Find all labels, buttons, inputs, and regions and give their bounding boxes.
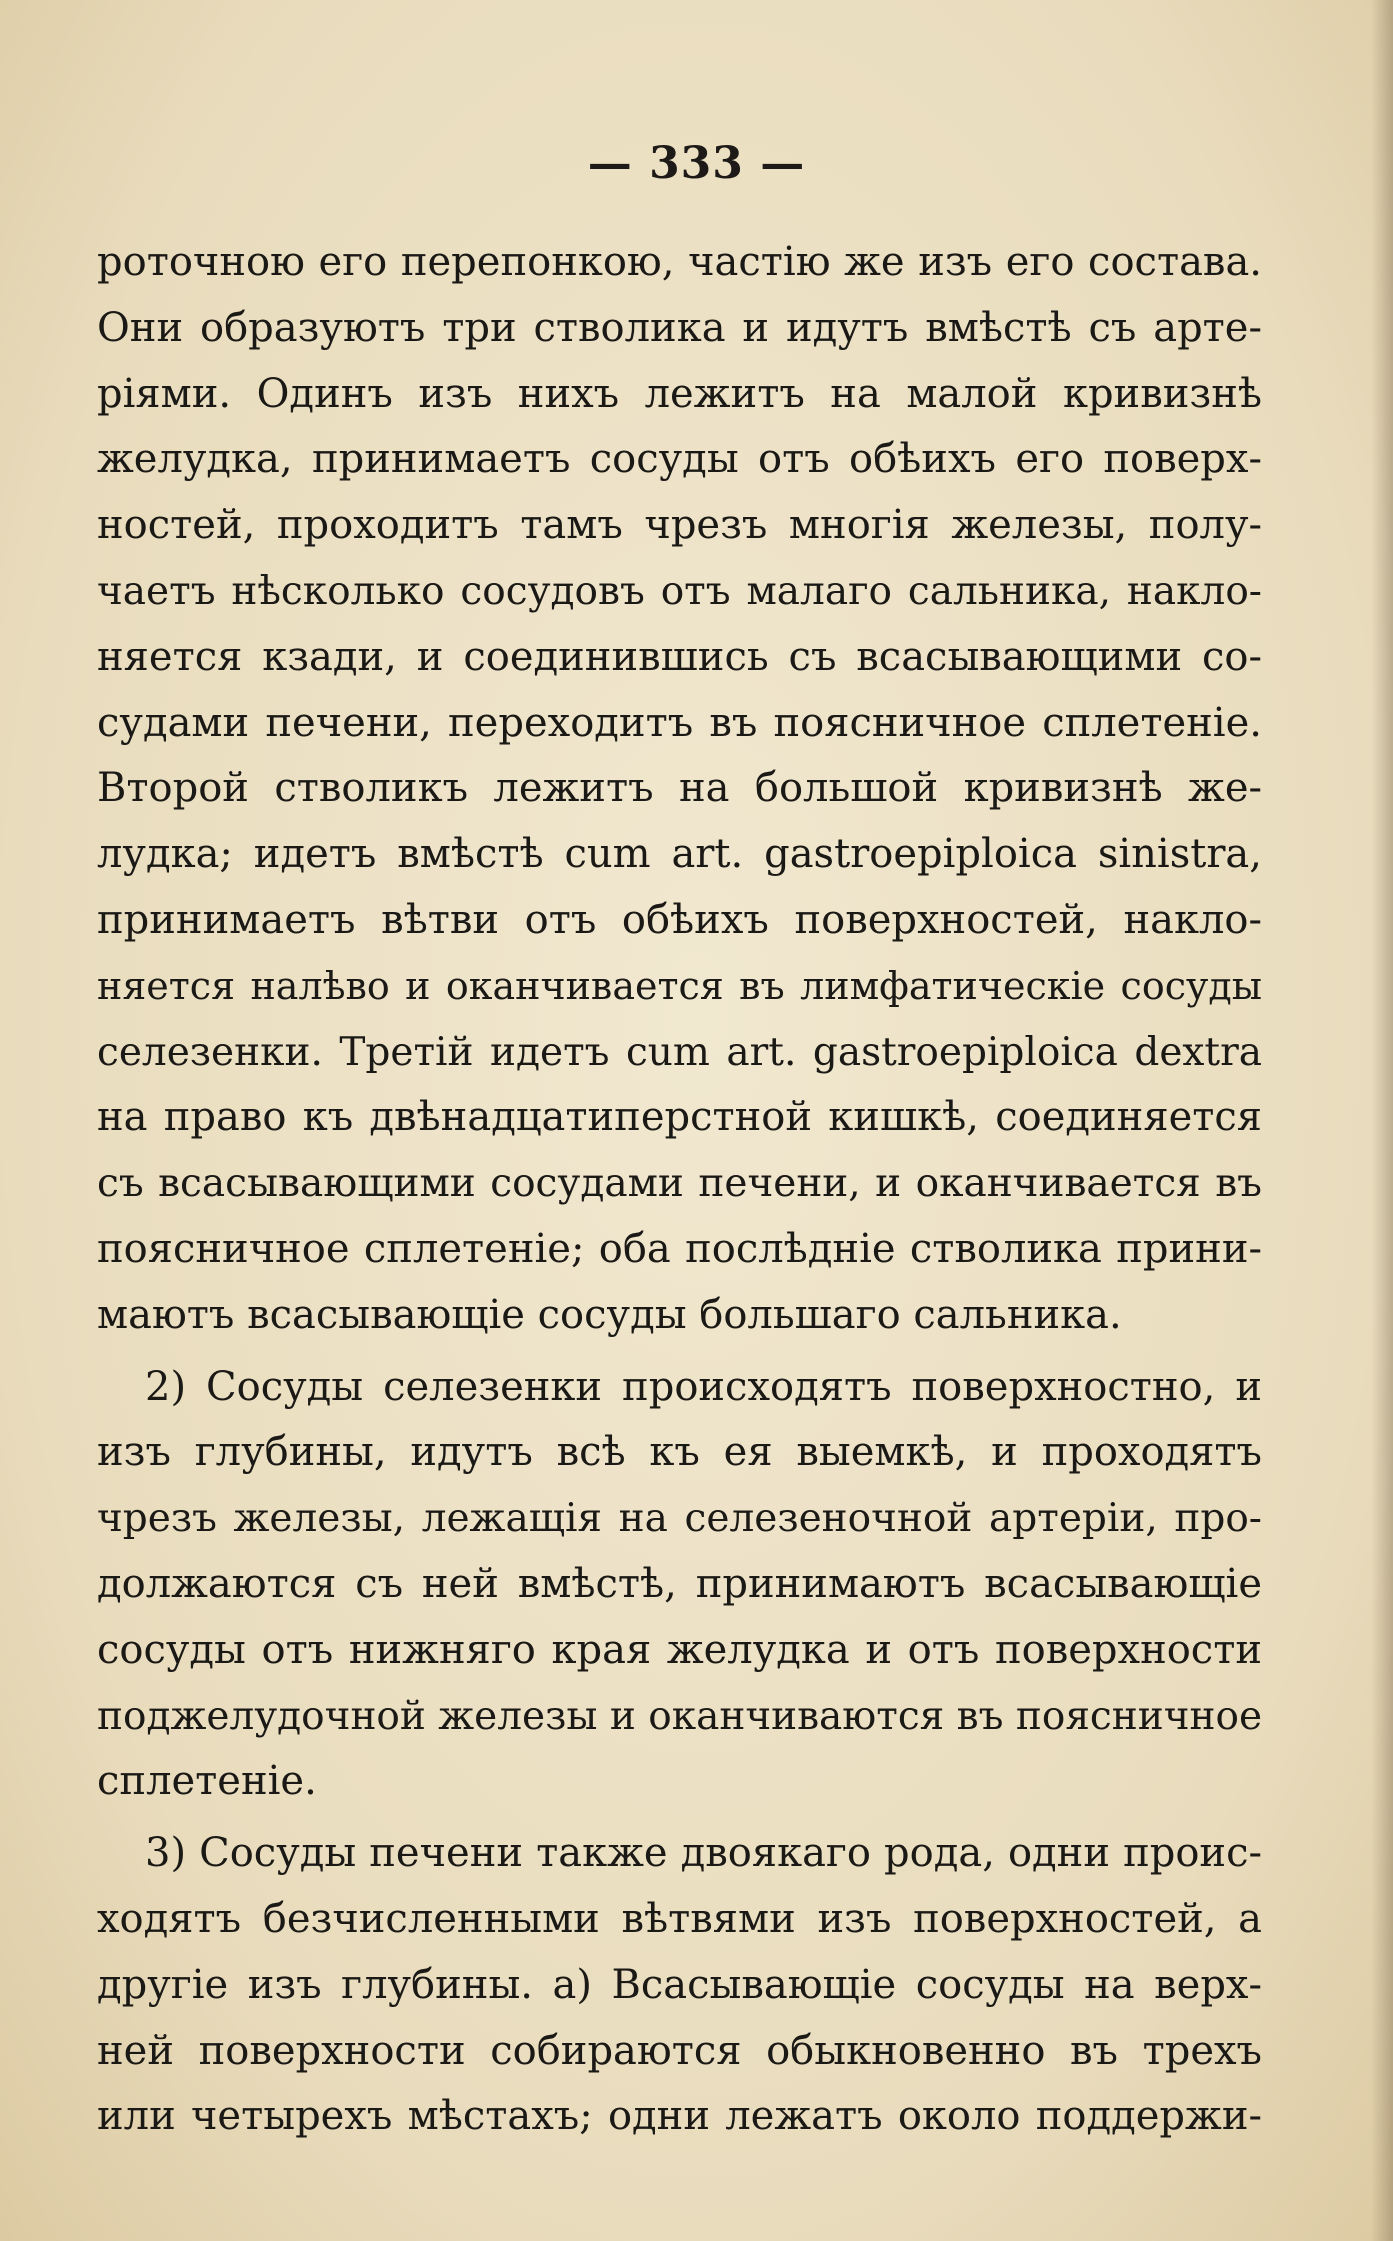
text-line: сплетеніе. [97,1758,317,1805]
text-line: желудка, принимаетъ сосуды отъ обѣихъ его поверх- [97,436,1262,483]
paragraph-liver-vessels: 3) Сосуды печени также двоякаго рода, одни проис- [145,1830,1262,1877]
text-line: чаетъ нѣсколько сосудовъ отъ малаго сальника, накло- [97,568,1262,614]
text-line: Они образуютъ три стволика и идутъ вмѣстѣ съ арте- [97,304,1262,351]
text-line: поджелудочной железы и оканчиваются въ поясничное [97,1693,1262,1739]
text-line: принимаетъ вѣтви отъ обѣихъ поверхностей, накло- [97,896,1262,943]
text-line: изъ глубины, идутъ всѣ къ ея выемкѣ, и проходятъ [97,1429,1262,1476]
text-line: Второй стволикъ лежитъ на большой кривизнѣ же- [97,765,1262,812]
page-number: — 333 — [587,138,806,189]
text-line: другіе изъ глубины. а) Всасывающіе сосуды на верх- [97,1961,1262,2008]
text-line: на право къ двѣнадцатиперстной кишкѣ, соединяется [97,1094,1262,1141]
text-line: должаются съ ней вмѣстѣ, принимаютъ всасывающіе [97,1560,1262,1607]
text-line: ностей, проходитъ тамъ чрезъ многія железы, полу- [97,502,1262,549]
text-line: няется налѣво и оканчивается въ лимфатическіе сосуды [97,963,1262,1008]
paragraph-spleen-vessels: 2) Сосуды селезенки происходятъ поверхностно, и [145,1363,1262,1410]
text-line: ріями. Одинъ изъ нихъ лежитъ на малой кривизнѣ [97,370,1262,417]
text-line: ней поверхности собираются обыкновенно въ трехъ [97,2027,1262,2074]
body-text [97,230,1262,2150]
text-line: лудка; идетъ вмѣстѣ cum art. gastroepiploica sinistra, [97,831,1262,878]
text-line: селезенки. Третій идетъ cum art. gastroepiploica dextra [97,1029,1262,1075]
text-line: судами печени, переходитъ въ поясничное сплетеніе. [97,699,1262,746]
text-line: маютъ всасывающіе сосуды большаго сальника. [97,1291,1122,1338]
text-line: роточною его перепонкою, частію же изъ его состава. [97,239,1262,285]
text-line: съ всасывающими сосудами печени, и оканчивается въ [97,1161,1262,1207]
text-line: поясничное сплетеніе; оба послѣдніе стволика прини- [97,1225,1262,1272]
text-line: сосуды отъ нижняго края желудка и отъ поверхности [97,1626,1262,1673]
text-line: ходятъ безчисленными вѣтвями изъ поверхностей, а [97,1895,1262,1942]
text-line: няется кзади, и соединившись съ всасывающими со- [97,633,1262,680]
text-line: или четырехъ мѣстахъ; одни лежатъ около поддержи- [97,2093,1262,2140]
text-line: чрезъ железы, лежащія на селезеночной артеріи, про- [97,1496,1262,1542]
